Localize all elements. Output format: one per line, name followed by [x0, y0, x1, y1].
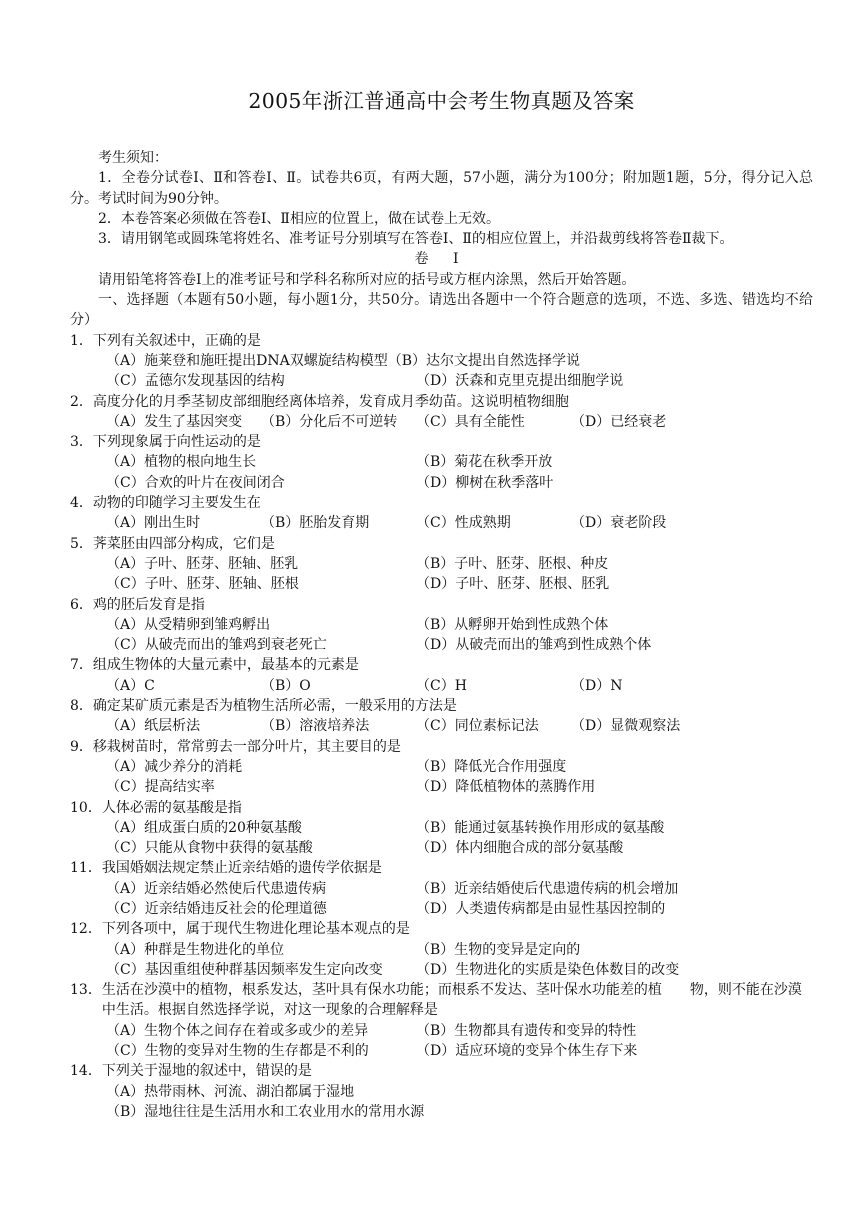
- answer-option: （C）合欢的叶片在夜间闭合: [106, 474, 285, 491]
- answer-option: （A）子叶、胚芽、胚轴、胚乳: [106, 555, 299, 572]
- option-group: [70, 412, 813, 432]
- option-group: [70, 1082, 813, 1123]
- option-group: [70, 757, 813, 798]
- answer-option: （D）降低植物体的蒸腾作用: [416, 779, 596, 796]
- option-row: [106, 371, 813, 391]
- question-text: 高度分化的月季茎韧皮部细胞经离体培养，发育成月季幼苗。这说明植物细胞: [92, 393, 569, 410]
- option-row: [106, 513, 813, 533]
- section-instruction: 请用铅笔将答卷Ⅰ上的准考证号和学科名称所对应的括号或方框内涂黑，然后开始答题。: [98, 271, 636, 288]
- answer-option: （A）施莱登和施旺提出DNA双螺旋结构模型（B）达尔文提出自然选择学说: [106, 352, 580, 369]
- question-text: 确定某矿质元素是否为植物生活所必需，一般采用的方法是: [92, 698, 457, 715]
- answer-option: （B）胚胎发育期: [261, 515, 370, 532]
- answer-option: （C）孟德尔发现基因的结构: [106, 373, 285, 390]
- notice-item-2: 2．本卷答案必须做在答卷Ⅰ、Ⅱ相应的位置上，做在试卷上无效。: [98, 210, 500, 227]
- option-row: [106, 777, 813, 797]
- question-number: 12．: [70, 921, 102, 938]
- answer-option: （D）柳树在秋季落叶: [416, 474, 554, 491]
- answer-option: （B）分化后不可逆转: [261, 413, 398, 430]
- option-row: [106, 351, 813, 371]
- answer-option: （C）同位素标记法: [416, 718, 539, 735]
- answer-option: （B）降低光合作用强度: [416, 758, 567, 775]
- option-group: [70, 513, 813, 533]
- question-text: 下列各项中，属于现代生物进化理论基本观点的是: [101, 921, 410, 938]
- question-number: 2．: [70, 393, 93, 410]
- answer-option: （A）减少养分的消耗: [106, 758, 243, 775]
- answer-option: （B）菊花在秋季开放: [416, 454, 553, 471]
- answer-option: （D）适应环境的变异个体生存下来: [416, 1043, 638, 1060]
- question-item: [70, 980, 813, 1061]
- question-text: 生活在沙漠中的植物，根系发达，茎叶具有保水功能；而根系不发达、茎叶保水功能差的植 物，则不能在沙漠中生活。根据自然选择学说，对这一现象的合理解释是: [101, 982, 802, 1019]
- option-row: [106, 574, 813, 594]
- answer-option: （D）从破壳而出的雏鸡到性成熟个体: [416, 637, 652, 654]
- option-row: [106, 1041, 813, 1061]
- question-stem: [70, 919, 813, 939]
- option-row: [106, 635, 813, 655]
- question-number: 1．: [70, 332, 93, 349]
- question-stem: [70, 392, 813, 412]
- question-stem: [70, 696, 813, 716]
- question-number: 7．: [70, 657, 93, 674]
- question-stem: [70, 858, 813, 878]
- option-row: [106, 412, 813, 432]
- question-number: 8．: [70, 698, 93, 715]
- question-text: 移栽树苗时，常常剪去一部分叶片，其主要目的是: [92, 738, 401, 755]
- option-group: [70, 818, 813, 859]
- option-row: [106, 615, 813, 635]
- question-text: 鸡的胚后发育是指: [92, 596, 205, 613]
- answer-option: （D）子叶、胚芽、胚根、胚乳: [416, 576, 610, 593]
- question-list: [70, 331, 813, 1123]
- answer-option: （C）生物的变异对生物的生存都是不利的: [106, 1043, 369, 1060]
- question-number: 11．: [70, 860, 102, 877]
- answer-option: （A）植物的根向地生长: [106, 454, 257, 471]
- question-stem: [70, 331, 813, 351]
- notice-block: [70, 148, 813, 249]
- question-item: [70, 1061, 813, 1122]
- answer-option: （D）已经衰老: [571, 413, 667, 430]
- answer-option: （A）生物个体之间存在着或多或少的差异: [106, 1022, 369, 1039]
- answer-option: （B）溶液培养法: [261, 718, 370, 735]
- answer-option: （C）H: [416, 677, 467, 694]
- option-row: [106, 716, 813, 736]
- question-item: [70, 432, 813, 493]
- option-row: [106, 452, 813, 472]
- answer-option: （C）提高结实率: [106, 779, 215, 796]
- question-number: 3．: [70, 434, 93, 451]
- question-stem: [70, 798, 813, 818]
- option-row: [106, 818, 813, 838]
- option-group: [70, 879, 813, 920]
- answer-option: （A）从受精卵到雏鸡孵出: [106, 616, 271, 633]
- question-number: 13．: [70, 982, 102, 999]
- option-group: [70, 615, 813, 656]
- question-text: 下列现象属于向性运动的是: [92, 434, 261, 451]
- option-group: [70, 452, 813, 493]
- question-item: [70, 534, 813, 595]
- answer-option: （A）种群是生物进化的单位: [106, 941, 285, 958]
- answer-option: （D）N: [571, 677, 623, 694]
- question-stem: [70, 737, 813, 757]
- answer-option: （D）体内细胞合成的部分氨基酸: [416, 840, 624, 857]
- question-stem: [70, 1061, 813, 1081]
- option-row: [106, 879, 813, 899]
- answer-option: （C）基因重组使种群基因频率发生定向改变: [106, 961, 383, 978]
- notice-item-3: 3．请用钢笔或圆珠笔将姓名、准考证号分别填写在答卷Ⅰ、Ⅱ的相应位置上，并沿裁剪线将答卷Ⅱ裁下。: [98, 231, 734, 248]
- answer-option: （C）只能从食物中获得的氨基酸: [106, 840, 313, 857]
- answer-option: （D）显微观察法: [571, 718, 681, 735]
- answer-option: （D）沃森和克里克提出细胞学说: [416, 373, 624, 390]
- question-number: 5．: [70, 535, 93, 552]
- question-stem: [70, 655, 813, 675]
- answer-option: （B）生物都具有遗传和变异的特性: [416, 1022, 637, 1039]
- option-row: [106, 757, 813, 777]
- answer-option: （D）生物进化的实质是染色体数目的改变: [416, 961, 680, 978]
- option-group: [70, 351, 813, 392]
- option-group: [70, 554, 813, 595]
- question-text: 组成生物体的大量元素中，最基本的元素是: [92, 657, 359, 674]
- question-item: [70, 798, 813, 859]
- answer-option: （B）生物的变异是定向的: [416, 941, 581, 958]
- question-item: [70, 858, 813, 919]
- option-row: [106, 1102, 813, 1122]
- option-row: [106, 838, 813, 858]
- option-row: [106, 1021, 813, 1041]
- answer-option: （A）热带雨林、河流、湖泊都属于湿地: [106, 1083, 355, 1100]
- option-group: [70, 676, 813, 696]
- question-text: 下列有关叙述中，正确的是: [92, 332, 261, 349]
- question-number: 10．: [70, 799, 102, 816]
- notice-heading: 考生须知：: [98, 150, 168, 166]
- answer-option: （A）C: [106, 677, 155, 694]
- option-row: [106, 554, 813, 574]
- answer-option: （B）湿地往往是生活用水和工农业用水的常用水源: [106, 1103, 425, 1120]
- question-stem: [70, 432, 813, 452]
- answer-option: （A）组成蛋白质的20种氨基酸: [106, 819, 302, 836]
- question-text: 动物的印随学习主要发生在: [92, 495, 261, 512]
- option-row: [106, 473, 813, 493]
- option-group: [70, 716, 813, 736]
- answer-option: （C）性成熟期: [416, 515, 511, 532]
- question-stem: [70, 595, 813, 615]
- answer-option: （D）人类遗传病都是由显性基因控制的: [416, 900, 666, 917]
- question-text: 人体必需的氨基酸是指: [101, 799, 242, 816]
- answer-option: （A）刚出生时: [106, 515, 201, 532]
- question-item: [70, 737, 813, 798]
- question-item: [70, 696, 813, 737]
- answer-option: （B）从孵卵开始到性成熟个体: [416, 616, 609, 633]
- page-title: 2005年浙江普通高中会考生物真题及答案: [248, 89, 635, 113]
- question-number: 9．: [70, 738, 93, 755]
- question-item: [70, 331, 813, 392]
- answer-option: （C）从破壳而出的雏鸡到衰老死亡: [106, 637, 327, 654]
- answer-option: （A）纸层析法: [106, 718, 201, 735]
- question-number: 4．: [70, 495, 93, 512]
- answer-option: （A）发生了基因突变: [106, 413, 243, 430]
- answer-option: （A）近亲结婚必然使后代患遗传病: [106, 880, 327, 897]
- question-item: [70, 392, 813, 433]
- answer-option: （B）近亲结婚使后代患遗传病的机会增加: [416, 880, 679, 897]
- answer-option: （C）具有全能性: [416, 413, 525, 430]
- answer-option: （B）子叶、胚芽、胚根、种皮: [416, 555, 609, 572]
- option-group: [70, 940, 813, 981]
- question-number: 14．: [70, 1063, 102, 1080]
- question-text: 我国婚姻法规定禁止近亲结婚的遗传学依据是: [101, 860, 382, 877]
- answer-option: （D）衰老阶段: [571, 515, 667, 532]
- question-text: 下列关于湿地的叙述中，错误的是: [101, 1063, 312, 1080]
- answer-option: （B）O: [261, 677, 311, 694]
- option-group: [70, 1021, 813, 1062]
- notice-item-1: 1．全卷分试卷Ⅰ、Ⅱ和答卷Ⅰ、Ⅱ。试卷共6页，有两大题，57小题，满分为100分；附加题1题，5分，得分记入总分。考试时间为90分钟。: [70, 170, 813, 207]
- part-heading: 一、选择题（本题有50小题，每小题1分，共50分。请选出各题中一个符合题意的选项，不选、多选、错选均不给分）: [70, 292, 813, 329]
- answer-option: （C）近亲结婚违反社会的伦理道德: [106, 900, 327, 917]
- question-number: 6．: [70, 596, 93, 613]
- option-row: [106, 676, 813, 696]
- section-title: 卷 Ⅰ: [414, 251, 469, 268]
- question-stem: [70, 534, 813, 554]
- question-stem: [70, 493, 813, 513]
- answer-option: （C）子叶、胚芽、胚轴、胚根: [106, 576, 299, 593]
- question-stem: [70, 980, 813, 1021]
- question-item: [70, 595, 813, 656]
- question-item: [70, 493, 813, 534]
- option-row: [106, 960, 813, 980]
- answer-option: （B）能通过氨基转换作用形成的氨基酸: [416, 819, 665, 836]
- option-row: [106, 1082, 813, 1102]
- question-item: [70, 655, 813, 696]
- question-text: 荠菜胚由四部分构成，它们是: [92, 535, 275, 552]
- option-row: [106, 899, 813, 919]
- question-item: [70, 919, 813, 980]
- option-row: [106, 940, 813, 960]
